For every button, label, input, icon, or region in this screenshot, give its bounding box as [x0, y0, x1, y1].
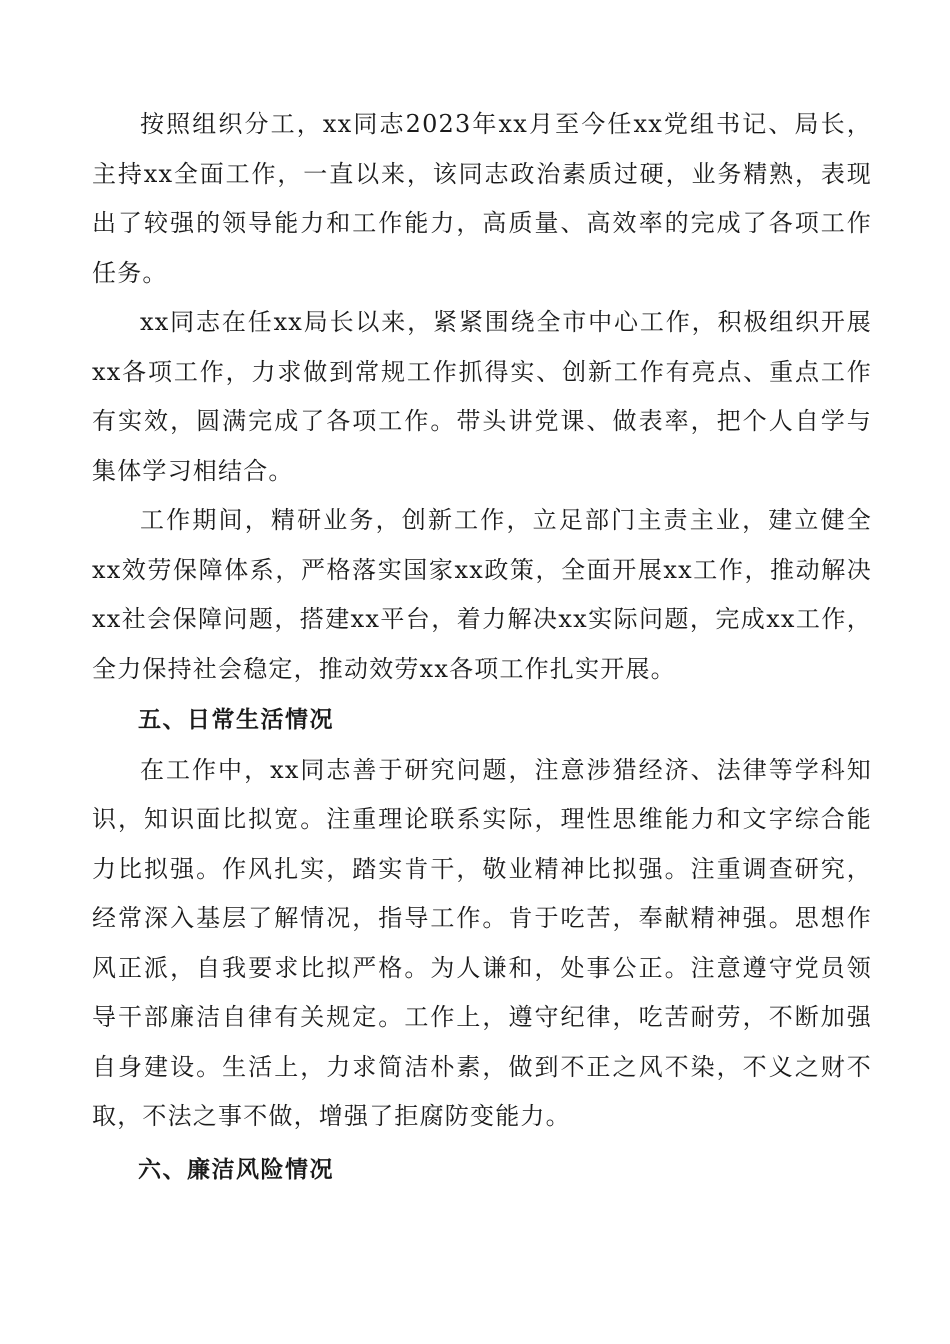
paragraph-bureau-work: xx同志在任xx局长以来，紧紧围绕全市中心工作，积极组织开展xx各项工作，力求做到常规工作抓得实、创新工作有亮点、重点工作有实效，圆满完成了各项工作。带头讲党课、做表率，把个人自学与集体学习相结合。	[92, 308, 872, 485]
document-page	[92, 100, 872, 1195]
paragraph-assignment: 按照组织分工，xx同志2023年xx月至今任xx党组书记、局长，主持xx全面工作，一直以来，该同志政治素质过硬，业务精熟，表现出了较强的领导能力和工作能力，高质量、高效率的完成了各项工作任务。	[92, 110, 872, 287]
paragraph-daily-life: 在工作中，xx同志善于研究问题，注意涉猎经济、法律等学科知识，知识面比拟宽。注重理论联系实际，理性思维能力和文字综合能力比拟强。作风扎实，踏实肯干，敬业精神比拟强。注重调查研究，经常深入基层了解情况，指导工作。肯于吃苦，奉献精神强。思想作风正派，自我要求比拟严格。为人谦和，处事公正。注意遵守党员领导干部廉洁自律有关规定。工作上，遵守纪律，吃苦耐劳，不断加强自身建设。生活上，力求简洁朴素，做到不正之风不染，不义之财不取，不法之事不做，增强了拒腐防变能力。	[92, 755, 872, 1130]
section-heading-integrity-risk: 六、廉洁风险情况	[138, 1156, 334, 1183]
section-heading-daily-life: 五、日常生活情况	[138, 707, 334, 733]
paragraph-work-period: 工作期间，精研业务，创新工作，立足部门主责主业，建立健全xx效劳保障体系，严格落实国家xx政策，全面开展xx工作，推动解决xx社会保障问题，搭建xx平台，着力解决xx实际问题，完成xx工作，全力保持社会稳定，推动效劳xx各项工作扎实开展。	[92, 506, 872, 683]
